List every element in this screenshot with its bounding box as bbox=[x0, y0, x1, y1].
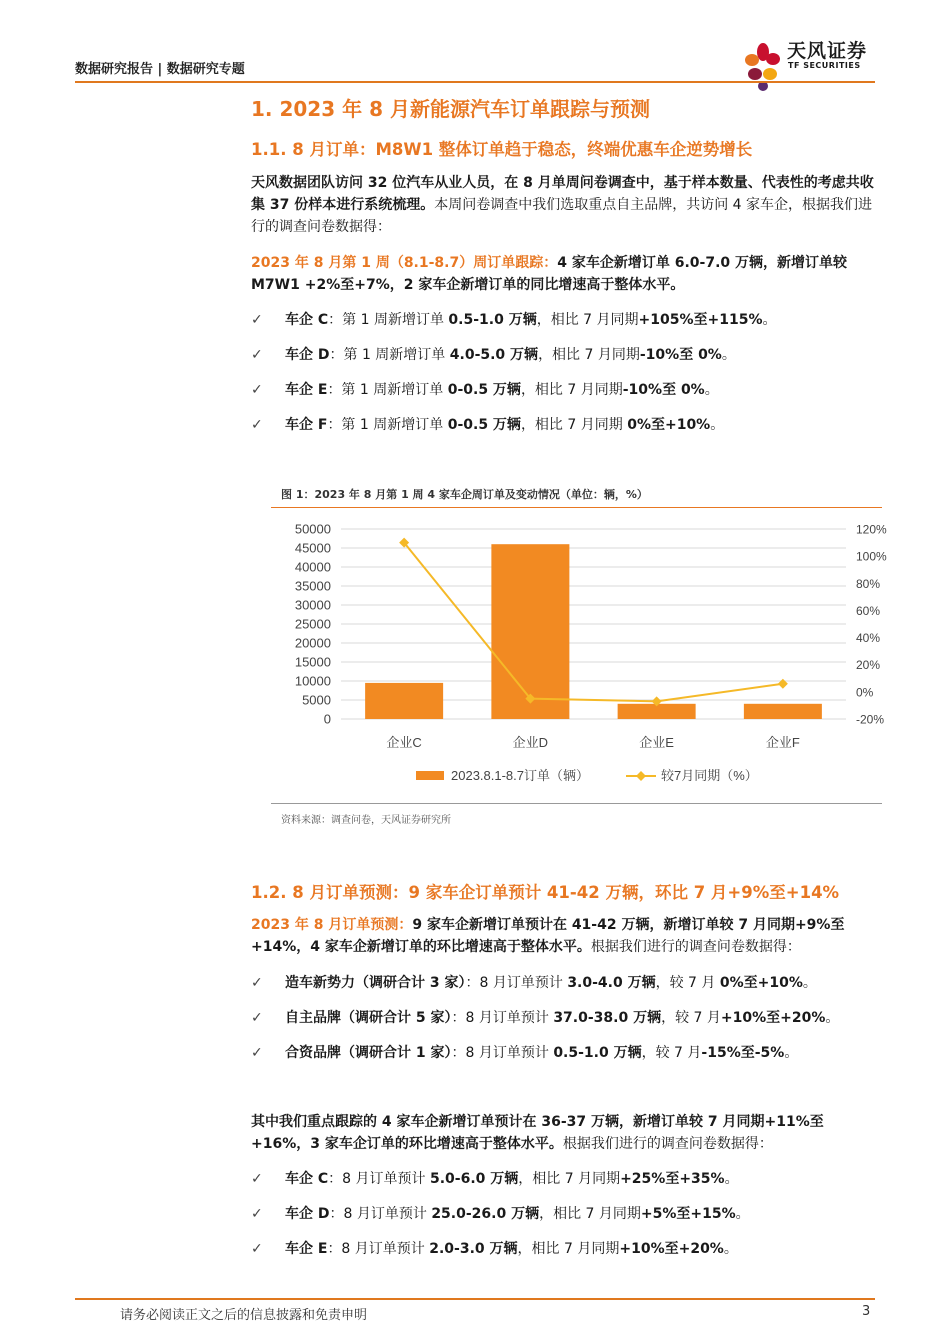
footer-disclaimer: 请务必阅读正文之后的信息披露和免责申明 bbox=[120, 1308, 368, 1323]
subsection-title-orders: 1.1. 8 月订单：M8W1 整体订单趋于稳态，终端优惠车企逆势增长 bbox=[251, 140, 753, 159]
item-value: 3.0-4.0 万辆 bbox=[567, 975, 656, 991]
forecast-label: 2023 年 8 月订单预测： bbox=[251, 917, 413, 933]
flower-logo-icon bbox=[740, 34, 786, 96]
header-divider bbox=[75, 81, 875, 83]
item-text: ，较 7 月 bbox=[641, 1045, 702, 1061]
item-value: 25.0-26.0 万辆 bbox=[431, 1206, 540, 1222]
list-item bbox=[251, 380, 719, 400]
y-right-tick-label: -20% bbox=[856, 712, 885, 727]
item-change: -10%至 0% bbox=[622, 382, 705, 398]
list-item bbox=[251, 345, 736, 365]
logo-name: 天风证券 bbox=[787, 40, 868, 62]
item-text: ，相比 7 月同期 bbox=[520, 382, 623, 398]
item-name: 车企 D bbox=[285, 347, 330, 363]
y-right-tick-label: 60% bbox=[856, 603, 881, 618]
item-name: 车企 F bbox=[285, 417, 328, 433]
line-point bbox=[778, 679, 788, 689]
item-text: ，较 7 月 bbox=[655, 975, 720, 991]
item-text: ：8 月订单预计 bbox=[451, 1045, 554, 1061]
y-right-tick-label: 40% bbox=[856, 631, 881, 646]
item-text: 。 bbox=[735, 1206, 750, 1222]
item-value: 0-0.5 万辆 bbox=[447, 382, 521, 398]
item-text: ，相比 7 月同期 bbox=[536, 312, 639, 328]
list-item bbox=[251, 1169, 739, 1189]
y-left-tick-label: 40000 bbox=[294, 559, 331, 575]
item-change: +10%至+20% bbox=[619, 1241, 724, 1257]
figure-bottom-rule bbox=[271, 803, 882, 804]
checkmark-icon: ✓ bbox=[251, 347, 263, 363]
item-change: +25%至+35% bbox=[620, 1171, 725, 1187]
item-change: 0%至+10% bbox=[719, 975, 803, 991]
checkmark-icon: ✓ bbox=[251, 975, 263, 991]
bar bbox=[491, 544, 569, 719]
y-left-tick-label: 45000 bbox=[294, 540, 331, 556]
y-left-tick-label: 0 bbox=[323, 711, 331, 727]
item-change: -15%至-5% bbox=[701, 1045, 785, 1061]
item-text: 。 bbox=[762, 312, 777, 328]
item-text: ：第 1 周新增订单 bbox=[328, 312, 449, 328]
y-right-tick-label: 100% bbox=[856, 549, 887, 564]
y-left-tick-label: 5000 bbox=[302, 692, 331, 708]
y-left-tick-label: 30000 bbox=[294, 597, 331, 613]
item-text: ：第 1 周新增订单 bbox=[329, 347, 450, 363]
item-name: 合资品牌（调研合计 1 家） bbox=[285, 1045, 452, 1061]
forecast-paragraph bbox=[251, 914, 876, 958]
item-text: 。 bbox=[704, 382, 719, 398]
item-text: ：8 月订单预计 bbox=[328, 1171, 430, 1187]
item-text: ，相比 7 月同期 bbox=[517, 1241, 620, 1257]
item-text: ，相比 7 月同期 bbox=[518, 1171, 621, 1187]
item-value: 37.0-38.0 万辆 bbox=[553, 1010, 662, 1026]
legend-bar-label: 2023.8.1-8.7订单（辆） bbox=[451, 768, 590, 783]
footer-divider bbox=[75, 1298, 875, 1300]
list-item bbox=[251, 310, 777, 330]
y-left-tick-label: 35000 bbox=[294, 578, 331, 594]
list-item bbox=[251, 973, 817, 993]
item-text: ：8 月订单预计 bbox=[329, 1206, 432, 1222]
forecast-text: 9 家车企新增订单预计在 41-42 万辆，新增订单较 7 月同期+9%至+14%，4 家车企新增订单的环比增速高于整体水平。 bbox=[251, 917, 845, 955]
item-text: ：8 月订单预计 bbox=[327, 1241, 430, 1257]
orders-chart bbox=[271, 508, 887, 803]
checkmark-icon: ✓ bbox=[251, 417, 263, 433]
item-value: 4.0-5.0 万辆 bbox=[449, 347, 539, 363]
bar bbox=[365, 683, 443, 719]
item-text: 。 bbox=[784, 1045, 799, 1061]
figure-title: 图 1：2023 年 8 月第 1 周 4 家车企周订单及变动情况（单位：辆，%） bbox=[281, 488, 648, 501]
intro-rest: 本周问卷调查中我们选取重点自主品牌，共访问 4 家车企，根据我们进行的调查问卷数据得： bbox=[251, 197, 873, 235]
checkmark-icon: ✓ bbox=[251, 1241, 263, 1257]
item-text: 。 bbox=[721, 347, 736, 363]
item-text: ，相比 7 月同期 bbox=[539, 1206, 641, 1222]
checkmark-icon: ✓ bbox=[251, 312, 263, 328]
item-change: +105%至+115% bbox=[638, 312, 763, 328]
item-name: 车企 C bbox=[285, 1171, 329, 1187]
item-name: 自主品牌（调研合计 5 家） bbox=[285, 1010, 452, 1026]
item-change: -10%至 0% bbox=[639, 347, 722, 363]
item-change: +10%至+20% bbox=[720, 1010, 826, 1026]
y-left-tick-label: 25000 bbox=[294, 616, 331, 632]
item-name: 车企 C bbox=[285, 312, 329, 328]
intro-paragraph bbox=[251, 172, 876, 238]
breadcrumb: 数据研究报告 | 数据研究专题 bbox=[75, 62, 245, 77]
checkmark-icon: ✓ bbox=[251, 1206, 263, 1222]
bar bbox=[744, 704, 822, 719]
legend-line-marker bbox=[636, 771, 646, 781]
item-text: ：8 月订单预计 bbox=[465, 975, 568, 991]
section-title: 1. 2023 年 8 月新能源汽车订单跟踪与预测 bbox=[251, 97, 650, 121]
item-text: 。 bbox=[802, 975, 817, 991]
y-right-tick-label: 0% bbox=[856, 685, 874, 700]
list-item bbox=[251, 1204, 750, 1224]
item-text: ：第 1 周新增订单 bbox=[327, 382, 448, 398]
x-tick-label: 企业D bbox=[512, 735, 549, 750]
x-tick-label: 企业E bbox=[639, 735, 674, 750]
list-item bbox=[251, 1239, 738, 1259]
item-text: ，较 7 月 bbox=[661, 1010, 721, 1026]
item-name: 车企 E bbox=[285, 382, 328, 398]
key-paragraph bbox=[251, 1111, 876, 1155]
item-text: 。 bbox=[724, 1171, 739, 1187]
item-value: 0.5-1.0 万辆 bbox=[448, 312, 537, 328]
week-text: 4 家车企新增订单 6.0-7.0 万辆，新增订单较 M7W1 +2%至+7%，2 家车企新增订单的同比增速高于整体水平。 bbox=[251, 255, 848, 293]
item-name: 车企 D bbox=[285, 1206, 330, 1222]
item-value: 0-0.5 万辆 bbox=[447, 417, 521, 433]
week-label: 2023 年 8 月第 1 周（8.1-8.7）周订单跟踪： bbox=[251, 255, 558, 271]
subsection-title-forecast: 1.2. 8 月订单预测：9 家车企订单预计 41-42 万辆，环比 7 月+9%至+14% bbox=[251, 883, 840, 902]
checkmark-icon: ✓ bbox=[251, 1171, 263, 1187]
intro-bold: 天风数据团队访问 32 位汽车从业人员，在 8 月单周问卷调查中，基于样本数量、代表性的考虑共收集 37 份样本进行系统梳理。 bbox=[251, 175, 874, 213]
company-logo bbox=[740, 34, 875, 96]
legend-line-label: 较7月同期（%） bbox=[661, 768, 758, 783]
item-name: 造车新势力（调研合计 3 家） bbox=[285, 975, 466, 991]
y-left-tick-label: 10000 bbox=[294, 673, 331, 689]
legend-bar-swatch bbox=[416, 771, 444, 780]
item-text: ，相比 7 月同期 bbox=[538, 347, 640, 363]
key-text: 其中我们重点跟踪的 4 家车企新增订单预计在 36-37 万辆，新增订单较 7 月同期+11%至+16%，3 家车企订单的环比增速高于整体水平。 bbox=[251, 1114, 824, 1152]
item-text: ，相比 7 月同期 bbox=[520, 417, 628, 433]
x-tick-label: 企业C bbox=[386, 735, 422, 750]
item-name: 车企 E bbox=[285, 1241, 328, 1257]
item-text: 。 bbox=[825, 1010, 840, 1026]
week-paragraph bbox=[251, 252, 876, 296]
list-item bbox=[251, 1043, 798, 1063]
item-change: +5%至+15% bbox=[640, 1206, 736, 1222]
series-line bbox=[404, 543, 783, 702]
item-value: 0.5-1.0 万辆 bbox=[553, 1045, 642, 1061]
logo-subtitle: TF SECURITIES bbox=[788, 61, 861, 70]
item-value: 2.0-3.0 万辆 bbox=[429, 1241, 518, 1257]
item-text: ：第 1 周新增订单 bbox=[327, 417, 448, 433]
item-text: 。 bbox=[723, 1241, 738, 1257]
y-left-tick-label: 20000 bbox=[294, 635, 331, 651]
y-left-tick-label: 15000 bbox=[294, 654, 331, 670]
checkmark-icon: ✓ bbox=[251, 382, 263, 398]
y-left-tick-label: 50000 bbox=[294, 521, 331, 537]
key-tail: 根据我们进行的调查问卷数据得： bbox=[562, 1136, 773, 1152]
x-tick-label: 企业F bbox=[765, 735, 800, 750]
checkmark-icon: ✓ bbox=[251, 1010, 263, 1026]
item-text: ：8 月订单预计 bbox=[451, 1010, 554, 1026]
item-change: 0%至+10% bbox=[627, 417, 711, 433]
item-value: 5.0-6.0 万辆 bbox=[429, 1171, 519, 1187]
page-number: 3 bbox=[862, 1304, 871, 1319]
page-header bbox=[75, 40, 875, 82]
y-right-tick-label: 80% bbox=[856, 576, 881, 591]
y-right-tick-label: 20% bbox=[856, 658, 881, 673]
y-right-tick-label: 120% bbox=[856, 522, 887, 537]
list-item bbox=[251, 1008, 839, 1028]
figure-source: 资料来源：调查问卷，天风证券研究所 bbox=[281, 815, 451, 826]
list-item bbox=[251, 415, 724, 435]
item-text: 。 bbox=[710, 417, 725, 433]
checkmark-icon: ✓ bbox=[251, 1045, 263, 1061]
forecast-tail: 根据我们进行的调查问卷数据得： bbox=[590, 939, 801, 955]
